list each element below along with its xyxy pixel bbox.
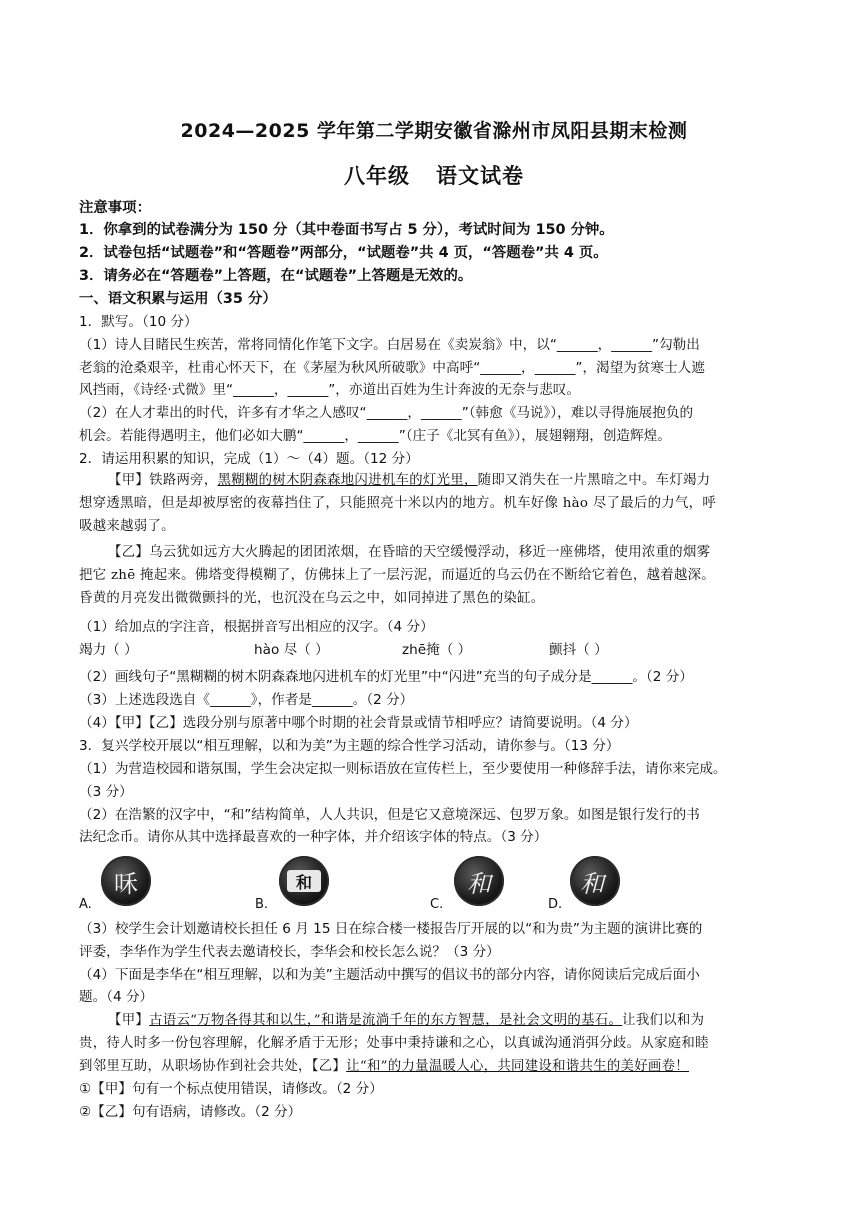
section-1-heading: 一、语文积累与运用（35 分） — [79, 291, 277, 307]
q2-sub2: （2）画线句子“黑糊糊的树木阴森森地闪进机车的灯光里”中“闪进”充当的句子成分是______。（2 分） — [79, 669, 693, 685]
q2-sub4: （4）【甲】【乙】选段分别与原著中哪个时期的社会背景或情节相呼应？请简要说明。（4 分） — [79, 715, 638, 731]
q3-sub3-line-1: （3）校学生会计划邀请校长担任 6 月 15 日在综合楼一楼报告厅开展的以“和为贵”为主题的演讲比赛的 — [79, 921, 703, 937]
exam-title: 2024—2025 学年第二学期安徽省滁州市凤阳县期末检测 — [180, 120, 688, 142]
notes-heading: 注意事项： — [79, 200, 151, 216]
coin-option-label: D. — [548, 897, 563, 912]
q3-sub2-line-1: （2）在浩繁的汉字中，“和”结构简单，人人共识，但是它又意境深远、包罗万象。如图是银行发行的书 — [79, 807, 700, 823]
q3-sub3-line-2: 评委，李华作为学生代表去邀请校长，李华会和校长怎么说？（3 分） — [79, 944, 500, 960]
calligraphy-coin-d-icon: 和 — [570, 856, 620, 906]
q3-sub2-line-2: 法纪念币。请你从其中选择最喜欢的一种字体，并介绍该字体的特点。（3 分） — [79, 829, 548, 845]
passage-jia-start: 【甲】铁路两旁， — [108, 473, 218, 488]
underlined-sentence-jia: 黑糊糊的树木阴森森地闪进机车的灯光里， — [217, 473, 478, 488]
proposal-jia-label: 【甲】 — [108, 1013, 150, 1028]
coin-option-label: C. — [430, 897, 444, 912]
q3-sub4-line-2: 题。（4 分） — [79, 989, 154, 1005]
q1-title: 1．默写。（10 分） — [79, 314, 198, 330]
pinyin-item-3: zhē掩（ ） — [402, 642, 472, 658]
q1-line-3: 风挡雨，《诗经·式微》里“______，______”，亦道出百姓为生计奔波的无奈与悲叹。 — [79, 382, 580, 398]
passage-yi-line-2: 把它 zhē 掩起来。佛塔变得模糊了，仿佛抹上了一层污泥，而逼近的乌云仍在不断给它着色，越着越深。 — [79, 568, 716, 583]
pinyin-item-2: hào 尽（ ） — [254, 642, 329, 658]
passage-yi-line-3: 昏黄的月亮发出微微颤抖的光，也沉没在乌云之中，如同掉进了黑色的染缸。 — [79, 591, 545, 606]
q3-title: 3．复兴学校开展以“相互理解，以和为美”为主题的综合性学习活动，请你参与。（13 分） — [79, 738, 620, 754]
proposal-line-1 — [108, 1010, 820, 1032]
exam-subtitle — [0, 160, 868, 190]
proposal-line-2: 贵，待人时多一份包容理解，化解矛盾于无形；处事中秉持谦和之心，以真诚沟通消弭分歧。从家庭和睦 — [79, 1036, 709, 1051]
q3-sub4-question-a: ①【甲】句有一个标点使用错误，请修改。（2 分） — [79, 1081, 383, 1097]
q1-line-2: 老翁的沧桑艰辛，杜甫心怀天下，在《茅屋为秋风所破歌》中高呼“______，______”，渴望为贫寒士人遮 — [79, 360, 705, 376]
q1-line-4: （2）在人才辈出的时代，许多有才华之人感叹“______，______”（韩愈《马说》），难以寻得施展抱负的 — [79, 405, 694, 421]
underlined-sentence-jia: 古语云“万物各得其和以生，”和谐是流淌千年的东方智慧，是社会文明的基石。 — [149, 1013, 623, 1028]
q2-title: 2．请运用积累的知识，完成（1）～（4）题。（12 分） — [79, 451, 419, 467]
calligraphy-coin-b-icon: 和 — [279, 856, 329, 906]
q3-sub4-question-b: ②【乙】句有语病，请修改。（2 分） — [79, 1104, 302, 1120]
q1-line-1: （1）诗人目睹民生疾苦，常将同情化作笔下文字。白居易在《卖炭翁》中，以“______，______”勾勒出 — [79, 337, 700, 353]
pinyin-item-1: 竭力（ ） — [79, 642, 138, 658]
q3-sub1-line-1: （1）为营造校园和谐氛围，学生会决定拟一则标语放在宣传栏上，至少要使用一种修辞手法，请你来完成。 — [79, 761, 727, 777]
note-item-3: 3．请务必在“答题卷”上答题，在“试题卷”上答题是无效的。 — [79, 268, 473, 284]
underlined-sentence-yi: 让“和”的力量温暖人心，共同建设和谐共生的美好画卷！ — [346, 1059, 689, 1074]
proposal-line-3-start: 到邻里互助，从职场协作到社会共处，【乙】 — [79, 1059, 347, 1074]
coin-option-label: A. — [79, 897, 92, 912]
note-item-2: 2．试卷包括“试题卷”和“答题卷”两部分，“试题卷”共 4 页，“答题卷”共 4 页。 — [79, 245, 608, 261]
calligraphy-coin-c-icon: 和 — [454, 856, 504, 906]
q1-line-5: 机会。若能得遇明主，他们必如大鹏“______，______”（庄子《北冥有鱼》），展翅翱翔，创造辉煌。 — [79, 428, 671, 444]
q3-sub4-line-1: （4）下面是李华在“相互理解，以和为美”主题活动中撰写的倡议书的部分内容，请你阅读后完成后面小 — [79, 967, 700, 983]
q2-sub3: （3）上述选段选自《______》，作者是______。（2 分） — [79, 692, 414, 708]
calligraphy-coin-a-icon: 咊 — [101, 856, 151, 906]
grade-label: 八年级 — [344, 164, 410, 188]
passage-jia-line-1 — [108, 470, 820, 492]
coin-option-d — [548, 856, 628, 912]
passage-jia-line-3: 吸越来越弱了。 — [79, 519, 175, 534]
q2-sub1: （1）给加点的字注音，根据拼音写出相应的汉字。（4 分） — [79, 619, 434, 635]
note-item-1: 1．你拿到的试卷满分为 150 分（其中卷面书写占 5 分），考试时间为 150 分钟。 — [79, 222, 614, 238]
passage-jia-line-2: 想穿透黑暗，但是却被厚密的夜幕挡住了，只能照亮十米以内的地方。机车好像 hào 尽了最后的力气，呼 — [79, 496, 717, 511]
pinyin-item-4: 颤抖（ ） — [549, 642, 608, 658]
coin-options — [79, 856, 791, 912]
q3-sub1-line-2: （3 分） — [79, 784, 133, 800]
subject-label: 语文试卷 — [436, 164, 524, 188]
proposal-line-1-end: 让我们以和为 — [622, 1013, 705, 1028]
coin-option-label: B. — [255, 897, 269, 912]
passage-yi-line-1: 【乙】乌云犹如远方大火腾起的团团浓烟，在昏暗的天空缓慢浮动，移近一座佛塔，使用浓重的烟雾 — [108, 545, 711, 560]
proposal-line-3 — [79, 1056, 791, 1078]
coin-option-b — [255, 856, 335, 912]
coin-option-a — [79, 856, 159, 912]
passage-jia-end: 随即又消失在一片黑暗之中。车灯竭力 — [477, 473, 711, 488]
coin-option-c — [430, 856, 510, 912]
